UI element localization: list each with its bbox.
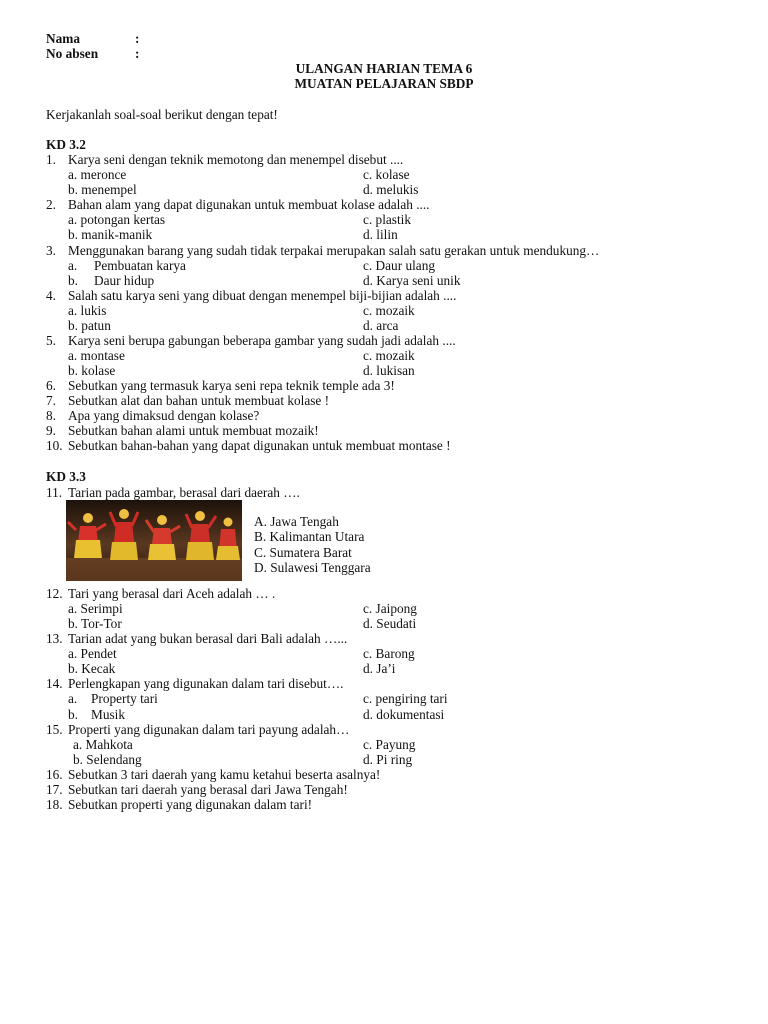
question-text: Bahan alam yang dapat digunakan untuk membuat kolase adalah .... — [68, 197, 430, 212]
question-text: Karya seni dengan teknik memotong dan menempel disebut .... — [68, 152, 404, 167]
option-d: d. lukisan — [363, 363, 415, 378]
question-text: Sebutkan bahan alami untuk membuat mozaik! — [68, 423, 319, 438]
question-text: Sebutkan 3 tari daerah yang kamu ketahui beserta asalnya! — [68, 767, 381, 782]
question-number: 1. — [46, 152, 56, 167]
question-number: 7. — [46, 393, 56, 408]
option-c: c. pengiring tari — [363, 691, 448, 706]
question-text: Menggunakan barang yang sudah tidak terpakai merupakan salah satu gerakan untuk mendukung… — [68, 243, 600, 258]
option-a: a. potongan kertas — [68, 212, 166, 227]
option-b: b. menempel — [68, 182, 137, 197]
option-c: c. Payung — [363, 737, 416, 752]
option-a-letter: a. — [68, 258, 78, 273]
question-number: 12. — [46, 586, 63, 601]
question-text: Properti yang digunakan dalam tari payung adalah… — [68, 722, 350, 737]
option-b-text: Musik — [91, 707, 125, 722]
question-text: Apa yang dimaksud dengan kolase? — [68, 408, 260, 423]
question-text: Tarian pada gambar, berasal dari daerah …. — [68, 485, 300, 500]
option-a-letter: a. — [68, 691, 78, 706]
question-text: Sebutkan yang termasuk karya seni repa teknik temple ada 3! — [68, 378, 395, 393]
question-number: 6. — [46, 378, 56, 393]
option-b-letter: b. — [68, 273, 78, 288]
option-d: d. Seudati — [363, 616, 417, 631]
question-text: Tari yang berasal dari Aceh adalah … . — [68, 586, 276, 601]
question-number: 13. — [46, 631, 63, 646]
option-c: c. Daur ulang — [363, 258, 435, 273]
name-colon: : — [135, 31, 140, 46]
option-a-text: Pembuatan karya — [94, 258, 186, 273]
q11-option-d: D. Sulawesi Tenggara — [254, 560, 371, 575]
question-number: 10. — [46, 438, 63, 453]
option-d: d. dokumentasi — [363, 707, 445, 722]
option-b: b. Selendang — [73, 752, 142, 767]
question-number: 5. — [46, 333, 56, 348]
dancers-illustration — [66, 500, 242, 581]
question-number: 9. — [46, 423, 56, 438]
option-a: a. Serimpi — [68, 601, 123, 616]
question-number: 8. — [46, 408, 56, 423]
option-b: b. patun — [68, 318, 111, 333]
option-c: c. Barong — [363, 646, 415, 661]
option-b: b. manik-manik — [68, 227, 153, 242]
option-d: d. melukis — [363, 182, 419, 197]
title-line-2: MUATAN PELAJARAN SBDP — [294, 76, 474, 91]
option-c: c. Jaipong — [363, 601, 417, 616]
option-b: b. kolase — [68, 363, 116, 378]
question-number: 16. — [46, 767, 63, 782]
option-a-text: Property tari — [91, 691, 158, 706]
question-text: Tarian adat yang bukan berasal dari Bali adalah …... — [68, 631, 348, 646]
q11-option-a: A. Jawa Tengah — [254, 514, 339, 529]
question-number: 11. — [46, 485, 63, 500]
title-line-1: ULANGAN HARIAN TEMA 6 — [295, 61, 473, 76]
option-b: b. Kecak — [68, 661, 116, 676]
option-c: c. kolase — [363, 167, 410, 182]
option-c: c. mozaik — [363, 303, 415, 318]
question-number: 14. — [46, 676, 63, 691]
option-a: a. lukis — [68, 303, 107, 318]
option-b-letter: b. — [68, 707, 78, 722]
question-text: Salah satu karya seni yang dibuat dengan menempel biji-bijian adalah .... — [68, 288, 457, 303]
option-c: c. plastik — [363, 212, 412, 227]
question-text: Sebutkan properti yang digunakan dalam tari! — [68, 797, 313, 812]
name-label: Nama — [46, 31, 80, 46]
q11-option-c: C. Sumatera Barat — [254, 545, 352, 560]
instruction: Kerjakanlah soal-soal berikut dengan tepat! — [46, 107, 278, 122]
absen-label: No absen — [46, 46, 99, 61]
question-number: 3. — [46, 243, 56, 258]
question-text: Karya seni berupa gabungan beberapa gambar yang sudah jadi adalah .... — [68, 333, 456, 348]
section-heading-kd32: KD 3.2 — [46, 137, 86, 152]
section-heading-kd33: KD 3.3 — [46, 469, 86, 484]
dance-photo — [66, 500, 242, 581]
question-text: Sebutkan bahan-bahan yang dapat digunakan untuk membuat montase ! — [68, 438, 451, 453]
question-number: 4. — [46, 288, 56, 303]
q11-option-b: B. Kalimantan Utara — [254, 529, 365, 544]
option-d: d. Ja’i — [363, 661, 396, 676]
question-text: Perlengkapan yang digunakan dalam tari disebut…. — [68, 676, 344, 691]
absen-colon: : — [135, 46, 140, 61]
option-c: c. mozaik — [363, 348, 415, 363]
question-number: 18. — [46, 797, 63, 812]
option-b-text: Daur hidup — [94, 273, 155, 288]
option-d: d. lilin — [363, 227, 398, 242]
option-d: d. arca — [363, 318, 399, 333]
question-number: 15. — [46, 722, 63, 737]
option-a: a. Mahkota — [73, 737, 133, 752]
option-b: b. Tor-Tor — [68, 616, 122, 631]
option-a: a. meronce — [68, 167, 127, 182]
option-a: a. Pendet — [68, 646, 117, 661]
option-d: d. Pi ring — [363, 752, 413, 767]
option-a: a. montase — [68, 348, 125, 363]
question-text: Sebutkan tari daerah yang berasal dari Jawa Tengah! — [68, 782, 348, 797]
question-number: 17. — [46, 782, 63, 797]
question-number: 2. — [46, 197, 56, 212]
question-text: Sebutkan alat dan bahan untuk membuat kolase ! — [68, 393, 330, 408]
option-d: d. Karya seni unik — [363, 273, 461, 288]
